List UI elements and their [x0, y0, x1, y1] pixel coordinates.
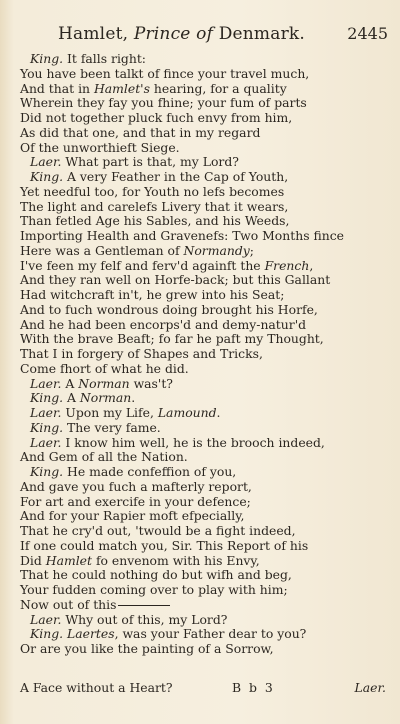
text-line	[20, 244, 386, 259]
text-line	[20, 288, 386, 303]
speaker-name: Laer.	[30, 434, 62, 450]
speaker-name: Laer.	[30, 375, 62, 391]
line-text: Why out of this, my Lord?	[61, 611, 228, 627]
running-head-part2: Denmark.	[213, 24, 306, 44]
text-line	[20, 495, 386, 510]
text-line	[20, 627, 386, 642]
signature-mark: B b 3	[232, 680, 275, 695]
play-text	[20, 52, 386, 657]
line-text: Now out of this	[20, 596, 117, 612]
text-line	[20, 421, 386, 436]
text-line	[20, 303, 386, 318]
line-text: A	[61, 375, 79, 391]
line-text: And gave you fuch a mafterly report,	[20, 478, 252, 494]
line-text: hearing, for a quality	[149, 80, 287, 96]
italic-word: Lamound	[157, 405, 217, 420]
text-line	[20, 200, 386, 215]
italic-word: Normandy	[183, 242, 250, 258]
text-line	[20, 52, 386, 67]
line-text: As did that one, and that in my regard	[20, 124, 261, 140]
line-text: fo envenom with his Envy,	[92, 552, 260, 568]
line-text: Importing Health and Gravenefs: Two Months fince	[20, 228, 345, 243]
page-header	[40, 20, 388, 50]
running-head	[58, 24, 305, 44]
text-line	[20, 214, 386, 229]
italic-word: Hamlet's	[93, 80, 150, 96]
text-line	[20, 332, 386, 347]
line-text: And they ran well on Horfe-back; but this Gallant	[20, 272, 331, 288]
text-line	[20, 318, 386, 333]
line-text: Your fudden coming over to play with him;	[20, 582, 288, 597]
speaker-name: King.	[30, 419, 64, 435]
italic-word: Laertes	[67, 626, 115, 642]
line-text: ,	[309, 257, 314, 273]
line-text: .	[216, 405, 221, 420]
line-text: The light and carelefs Livery that it wears,	[20, 198, 289, 214]
text-line	[20, 67, 386, 82]
text-line	[20, 524, 386, 539]
line-text: That I in forgery of Shapes and Tricks,	[20, 346, 263, 361]
italic-word: Norman	[79, 390, 132, 406]
text-line	[20, 259, 386, 274]
line-text: Come fhort of what he did.	[20, 360, 189, 376]
speaker-name: King.	[30, 169, 64, 184]
text-line	[20, 126, 386, 141]
speaker-name: Laer.	[30, 405, 62, 420]
line-text: ;	[249, 242, 254, 258]
catchword: Laer.	[354, 680, 386, 695]
text-line	[20, 613, 386, 628]
text-line	[20, 141, 386, 156]
speaker-name: King.	[30, 51, 64, 66]
line-text: I know him well, he is the brooch indeed,	[61, 434, 325, 450]
text-line	[20, 82, 386, 97]
text-line	[20, 554, 386, 569]
line-text: And that in	[20, 80, 94, 96]
text-line	[20, 539, 386, 554]
line-text: Upon my Life,	[61, 405, 158, 420]
speaker-name: King.	[30, 390, 64, 406]
text-line	[20, 642, 386, 657]
line-text: And to fuch wondrous doing brought his Horfe,	[20, 301, 318, 317]
speaker-name: King.	[30, 626, 64, 642]
italic-word: French	[264, 257, 310, 273]
line-text: And for your Rapier moft efpecially,	[20, 508, 245, 524]
text-line	[20, 273, 386, 288]
line-text: I've feen my felf and ferv'd againft the	[20, 257, 265, 273]
line-text: Of the unworthieft Siege.	[20, 139, 180, 155]
italic-word: Hamlet	[45, 552, 92, 568]
text-line	[20, 598, 386, 613]
running-head-part1: Hamlet,	[58, 24, 134, 44]
text-line	[20, 450, 386, 465]
line-text: Did	[20, 552, 46, 568]
text-line	[20, 377, 386, 392]
text-line	[20, 436, 386, 451]
line-text: was't?	[129, 375, 173, 391]
line-text: He made confeffion of you,	[63, 464, 237, 479]
text-line	[20, 480, 386, 495]
text-line	[20, 229, 386, 244]
line-text: Here was a Gentleman of	[20, 242, 184, 258]
line-text: That he cry'd out, 'twould be a fight indeed,	[20, 523, 296, 538]
line-text: It falls right:	[63, 51, 146, 66]
line-text: Than fetled Age his Sables, and his Weeds,	[20, 213, 290, 229]
line-text: Or are you like the painting of a Sorrow,	[20, 641, 274, 656]
line-text: , was your Father dear to you?	[114, 626, 307, 642]
line-text: And he had been encorps'd and demy-natur'd	[20, 316, 307, 332]
text-line	[20, 96, 386, 111]
text-line	[20, 406, 386, 421]
page-number: 2445	[347, 24, 388, 43]
text-line	[20, 465, 386, 480]
speaker-name: Laer.	[30, 611, 62, 627]
text-line	[20, 185, 386, 200]
em-dash-rule	[118, 605, 170, 606]
text-line	[20, 155, 386, 170]
line-text: And Gem of all the Nation.	[20, 449, 188, 465]
line-text: Wherein they fay you fhine; your fum of parts	[20, 95, 307, 111]
line-text: A	[63, 390, 80, 406]
running-head-italic: Prince of	[133, 24, 214, 44]
last-line: A Face without a Heart?	[20, 680, 173, 695]
line-text: .	[131, 390, 136, 406]
line-text: That he could nothing do but wifh and beg,	[20, 567, 292, 583]
text-line	[20, 170, 386, 185]
text-line	[20, 583, 386, 598]
text-line	[20, 347, 386, 362]
page-footer	[20, 680, 386, 696]
line-text: What part is that, my Lord?	[61, 154, 239, 170]
text-line	[20, 362, 386, 377]
line-text: You have been talkt of fince your travel much,	[20, 65, 310, 81]
text-line	[20, 391, 386, 406]
line-text: For art and exercife in your defence;	[20, 493, 251, 509]
italic-word: Norman	[78, 375, 130, 391]
line-text: A very Feather in the Cap of Youth,	[63, 169, 289, 184]
speaker-name: King.	[30, 464, 64, 479]
text-line	[20, 568, 386, 583]
line-text: Had witchcraft in't, he grew into his Seat;	[20, 287, 285, 302]
line-text: With the brave Beaft; fo far he paft my Thought,	[20, 331, 324, 347]
line-text: Did not together pluck fuch envy from him,	[20, 110, 293, 125]
text-line	[20, 509, 386, 524]
line-text: If one could match you, Sir. This Report of his	[20, 537, 309, 553]
speaker-name: Laer.	[30, 154, 62, 170]
line-text: The very fame.	[63, 419, 161, 435]
line-text: Yet needful too, for Youth no lefs becomes	[20, 183, 285, 199]
text-line	[20, 111, 386, 126]
